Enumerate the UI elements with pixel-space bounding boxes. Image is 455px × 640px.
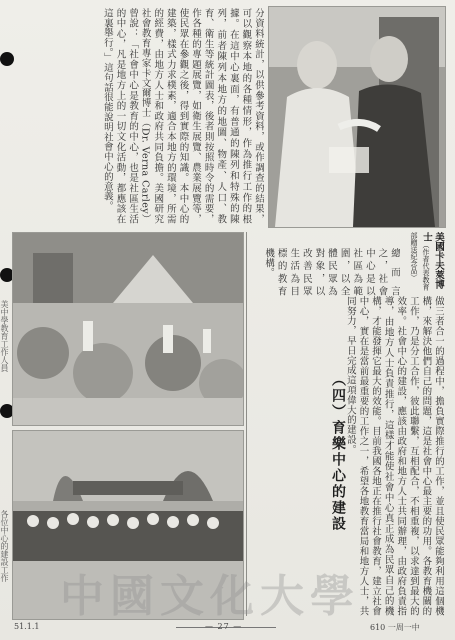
page-number: — 27 — (205, 622, 243, 631)
photo-handshake (268, 6, 446, 228)
issue-date: 51.1.1 (14, 622, 40, 631)
margin-note: 各位中心的建設工作 (0, 510, 9, 582)
footer-code: 610 一周一中 (370, 623, 420, 632)
watermark: 中國文化大學 (60, 571, 360, 622)
caption-title: 美國卡夫萊博士 (421, 232, 444, 289)
margin-note: 美中學教育工作人員 (0, 300, 9, 372)
article-column-mid: 總而言之，社會中心是以社區為範圍，以全體民眾為對象，以改善民眾生活為目標的教育機構。 (263, 248, 400, 296)
caption-subtitle: （作者代表教育部贈送紀念品） (410, 232, 430, 291)
section-heading: （四）育樂中心的建設 (330, 372, 346, 532)
page-footer (0, 618, 455, 636)
photo-garden (12, 232, 244, 426)
column-divider (246, 232, 247, 616)
photo-caption (398, 232, 444, 296)
article-column-top: 分資料統計，以供參考資料，或作調查的結果，可以觀察本地的各種情形，作為推行工作的根據。在這中心裏面，有普通的陳列和特殊的陳列，前者陳列本地方的地圖、物產、人口、教育、衛生等統計圖表，後者則按照時令的需要，作各種的專題展覽，如衛生展覽、農業展覽等，使民眾在參觀之後，得到實際的知識。本中心的建築，樣式力求樸素，適合本地方的環境，所需的經費，由地方人士和政府共同負擔。美國研究社會教育專家卡文爾博士（Dr. Verna Carley）曾說：「社會中心是教育的中心，也是社區生活的中心，凡是地方上的一切文化活動，都應該在這裏舉行。」這句話很能說明社會中心的意義。 (101, 8, 264, 224)
article-column-bottom: 做三者合一的過程中，擔負實際推行的工作，並且使民眾能夠利用這個機構，來解決他們自己的問題，這是社會中心最主要的功用。各教育機關的工作，乃是分工合作，彼此聯繫，互相配合，不相重複，以求達到最大的效率。社會中心的建設，應該由政府和地方人士共同辦理，由政府負責指導，由地方人士負責推行，這樣才能使社會中心真正成為民眾自己的機構，才能發揮它最大的效能。目前我國各地正在推行社會教育，建立社會中心，實在是當前最重要的工作之一，希望各地教育當局和地方人士，共同努力，早日完成這項偉大的建設。 (344, 296, 444, 616)
